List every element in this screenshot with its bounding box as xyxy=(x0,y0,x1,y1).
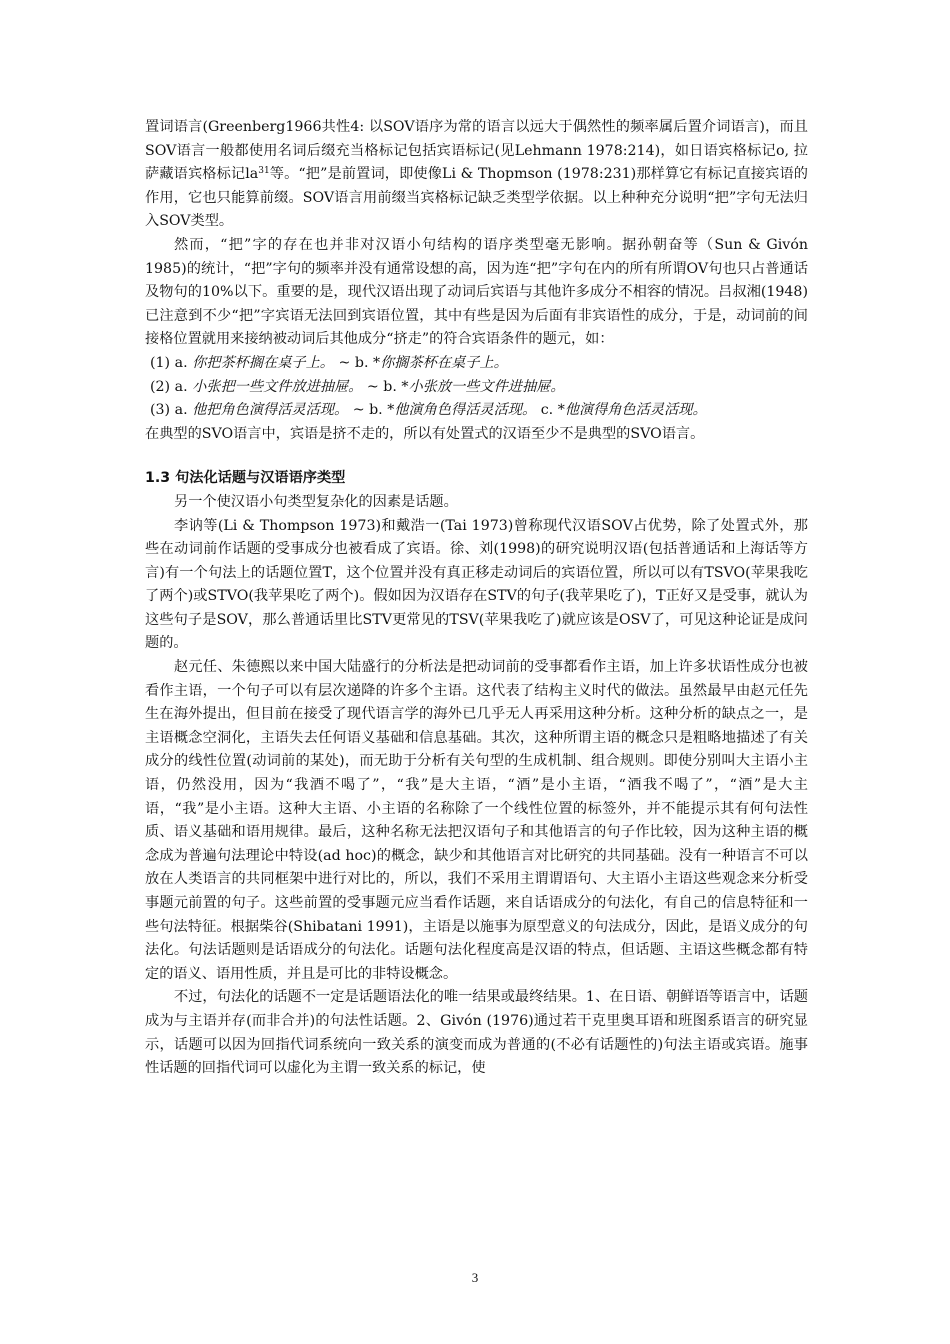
section-heading: 1.3 句法化话题与汉语语序类型 xyxy=(145,470,346,487)
paragraph-6: 赵元任、朱德熙以来中国大陆盛行的分析法是把动词前的受事都看作主语，加上许多状语性成分也被看作主语，一个句子可以有层次递降的许多个主语。这代表了结构主义时代的做法。虽然最早由赵元任先生在海外提出，但目前在接受了现代语言学的海外已几乎无人再采用这种分析。这种分析的缺点之一，是主语概念空洞化，主语失去任何语义基础和信息基础。其次，这种所谓主语的概念只是粗略地描述了有关成分的线性位置(动词前的某处)，而无助于分析有关句型的生成机制、组合规则。即使分别叫大主语小主语，仍然没用，因为“我酒不喝了”，“我”是大主语，“酒”是小主语，“酒我不喝了”，“酒”是大主语，“我”是小主语。这种大主语、小主语的名称除了一个线性位置的标签外，并不能提示其有何句法性质、语义基础和语用规律。最后，这种名称无法把汉语句子和其他语言的句子作比较，因为这种主语的概念成为普遍句法理论中特设(ad hoc)的概念，缺少和其他语言对比研究的共同基础。没有一种语言不可以放在人类语言的共同框架中进行对比的，所以，我们不采用主谓谓语句、大主语小主语这些观念来分析受事题元前置的句子。这些前置的受事题元应当看作话题，来自话语成分的句法化，有自己的信息特征和一些句法特征。根据柴谷(Shibatani 1991)，主语是以施事为原型意义的句法成分，因此，是语义成分的句法化。句法话题则是话语成分的句法化。话题句法化程度高是汉语的特点，但话题、主语这些概念都有特定的语义、语用性质，并且是可比的非特设概念。 xyxy=(145,659,808,982)
paragraph-4: 另一个使汉语小句类型复杂化的因素是话题。 xyxy=(174,493,458,510)
body-text xyxy=(145,116,808,1081)
footnote-ref[interactable]: 31 xyxy=(258,166,270,177)
paragraph-5: 李讷等(Li & Thompson 1973)和戴浩一(Tai 1973)曾称现代汉语SOV占优势，除了处置式外，那些在动词前作话题的受事成分也被看成了宾语。徐、刘(1998)的研究说明汉语(包括普通话和上海话等方言)有一个句法上的话题位置T，这个位置并没有真正移走动词后的宾语位置，所以可以有TSVO(苹果我吃了两个)或STVO(我苹果吃了两个)。假如因为汉语存在STV的句子(我苹果吃了)，T正好又是受事，就认为这些句子是SOV，那么普通话里比STV更常见的TSV(苹果我吃了)就应该是OSV了，可见这种论证是成问题的。 xyxy=(145,517,808,652)
page-number: 3 xyxy=(471,1270,479,1285)
example-1: (1) a. 你把茶杯搁在桌子上。 ~ b. *你搁茶杯在桌子上。 xyxy=(150,354,508,371)
example-3: (3) a. 他把角色演得活灵活现。 ~ b. *他演角色得活灵活现。 c. *他演得角色活灵活现。 xyxy=(150,402,707,419)
paragraph-3: 在典型的SVO语言中，宾语是挤不走的，所以有处置式的汉语至少不是典型的SVO语言。 xyxy=(145,425,705,442)
example-2: (2) a. 小张把一些文件放进抽屉。 ~ b. *小张放一些文件进抽屉。 xyxy=(150,378,565,395)
paragraph-1: 置词语言(Greenberg1966共性4: 以SOV语序为常的语言以远大于偶然性的频率属后置介词语言)，而且SOV语言一般都使用名词后缀充当格标记包括宾语标记(见Lehmann 1978:214)，如日语宾格标记o, 拉萨藏语宾格标记$la^{31}$等。“把”是前置词，即使像Li & Thopmson (1978:231)那样算它有标记直接宾语的作用，它也只能算前缀。SOV语言用前缀当宾格标记缺乏类型学依据。以上种种充分说明“把”字句无法归入SOV类型。 xyxy=(145,119,808,230)
paragraph-2: 然而，“把”字的存在也并非对汉语小句结构的语序类型毫无影响。据孙朝奋等（Sun & Givón 1985)的统计，“把”字句的频率并没有通常设想的高，因为连“把”字句在内的所有所谓OV句也只占普通话及物句的10%以下。重要的是，现代汉语出现了动词后宾语与其他许多成分不相容的情况。吕叔湘(1948)已注意到不少“把”字宾语无法回到宾语位置，其中有些是因为后面有非宾语性的成分，于是，动词前的间接格位置就用来接纳被动词后其他成分“挤走”的符合宾语条件的题元，如： xyxy=(145,236,808,348)
paragraph-7: 不过，句法化的话题不一定是话题语法化的唯一结果或最终结果。1、在日语、朝鲜语等语言中，话题成为与主语并存(而非合并)的句法性话题。2、Givón (1976)通过若干克里奥耳语和班图系语言的研究显示，话题可以因为回指代词系统向一致关系的演变而成为普通的(不必有话题性的)句法主语或宾语。施事性话题的回指代词可以虚化为主谓一致关系的标记，使 xyxy=(145,989,808,1077)
